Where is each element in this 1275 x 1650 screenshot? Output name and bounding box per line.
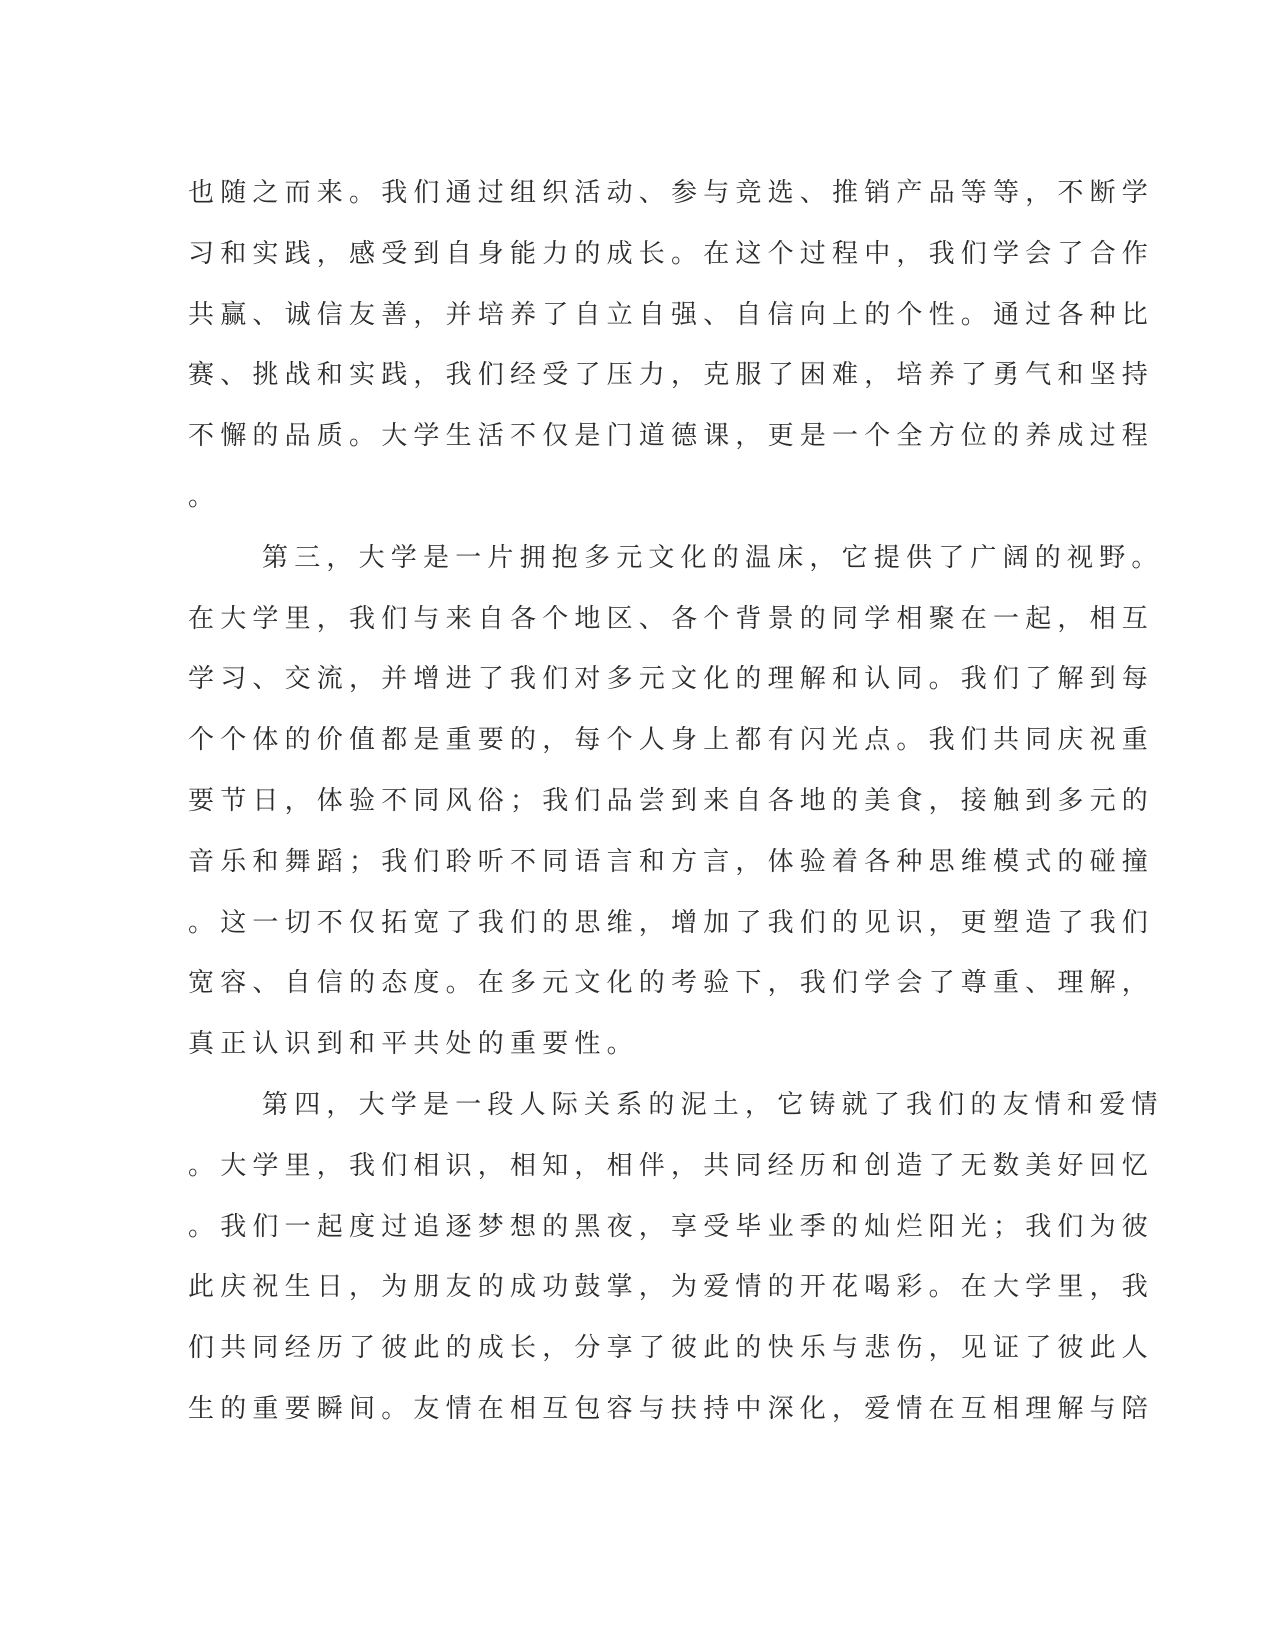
text-line: 不懈的品质。大学生活不仅是门道德课，更是一个全方位的养成过程 <box>188 421 1155 452</box>
text-line: 也随之而来。我们通过组织活动、参与竞选、推销产品等等，不断学 <box>188 178 1155 208</box>
text-line: 。我们一起度过追逐梦想的黑夜，享受毕业季的灿烂阳光；我们为彼 <box>188 1211 1155 1242</box>
text-line: 宽容、自信的态度。在多元文化的考验下，我们学会了尊重、理解， <box>188 968 1155 999</box>
text-line: 此庆祝生日，为朋友的成功鼓掌，为爱情的开花喝彩。在大学里，我 <box>188 1272 1155 1303</box>
text-line: 们共同经历了彼此的成长，分享了彼此的快乐与悲伤，见证了彼此人 <box>188 1333 1155 1364</box>
text-line: 习和实践，感受到自身能力的成长。在这个过程中，我们学会了合作 <box>188 238 1155 269</box>
paragraph-start-line: 第四，大学是一段人际关系的泥土，它铸就了我们的友情和爱情 <box>262 1089 1164 1120</box>
text-line: 音乐和舞蹈；我们聆听不同语言和方言，体验着各种思维模式的碰撞 <box>188 846 1155 877</box>
text-line: 。这一切不仅拓宽了我们的思维，增加了我们的见识，更塑造了我们 <box>188 907 1155 938</box>
text-line: 。 <box>188 481 221 512</box>
text-line: 。大学里，我们相识，相知，相伴，共同经历和创造了无数美好回忆 <box>188 1150 1155 1181</box>
paragraph-start-line: 第三，大学是一片拥抱多元文化的温床，它提供了广阔的视野。 <box>262 542 1164 573</box>
text-line: 生的重要瞬间。友情在相互包容与扶持中深化，爱情在互相理解与陪 <box>188 1393 1155 1424</box>
text-line: 个个体的价值都是重要的，每个人身上都有闪光点。我们共同庆祝重 <box>188 725 1155 756</box>
text-line: 在大学里，我们与来自各个地区、各个背景的同学相聚在一起，相互 <box>188 603 1155 634</box>
body-text <box>188 163 1164 1440</box>
text-line: 赛、挑战和实践，我们经受了压力，克服了困难，培养了勇气和坚持 <box>188 360 1155 391</box>
text-line: 学习、交流，并增进了我们对多元文化的理解和认同。我们了解到每 <box>188 664 1155 695</box>
text-line: 要节日，体验不同风俗；我们品尝到来自各地的美食，接触到多元的 <box>188 785 1155 816</box>
text-line: 真正认识到和平共处的重要性。 <box>188 1029 639 1060</box>
text-line: 共赢、诚信友善，并培养了自立自强、自信向上的个性。通过各种比 <box>188 299 1155 330</box>
